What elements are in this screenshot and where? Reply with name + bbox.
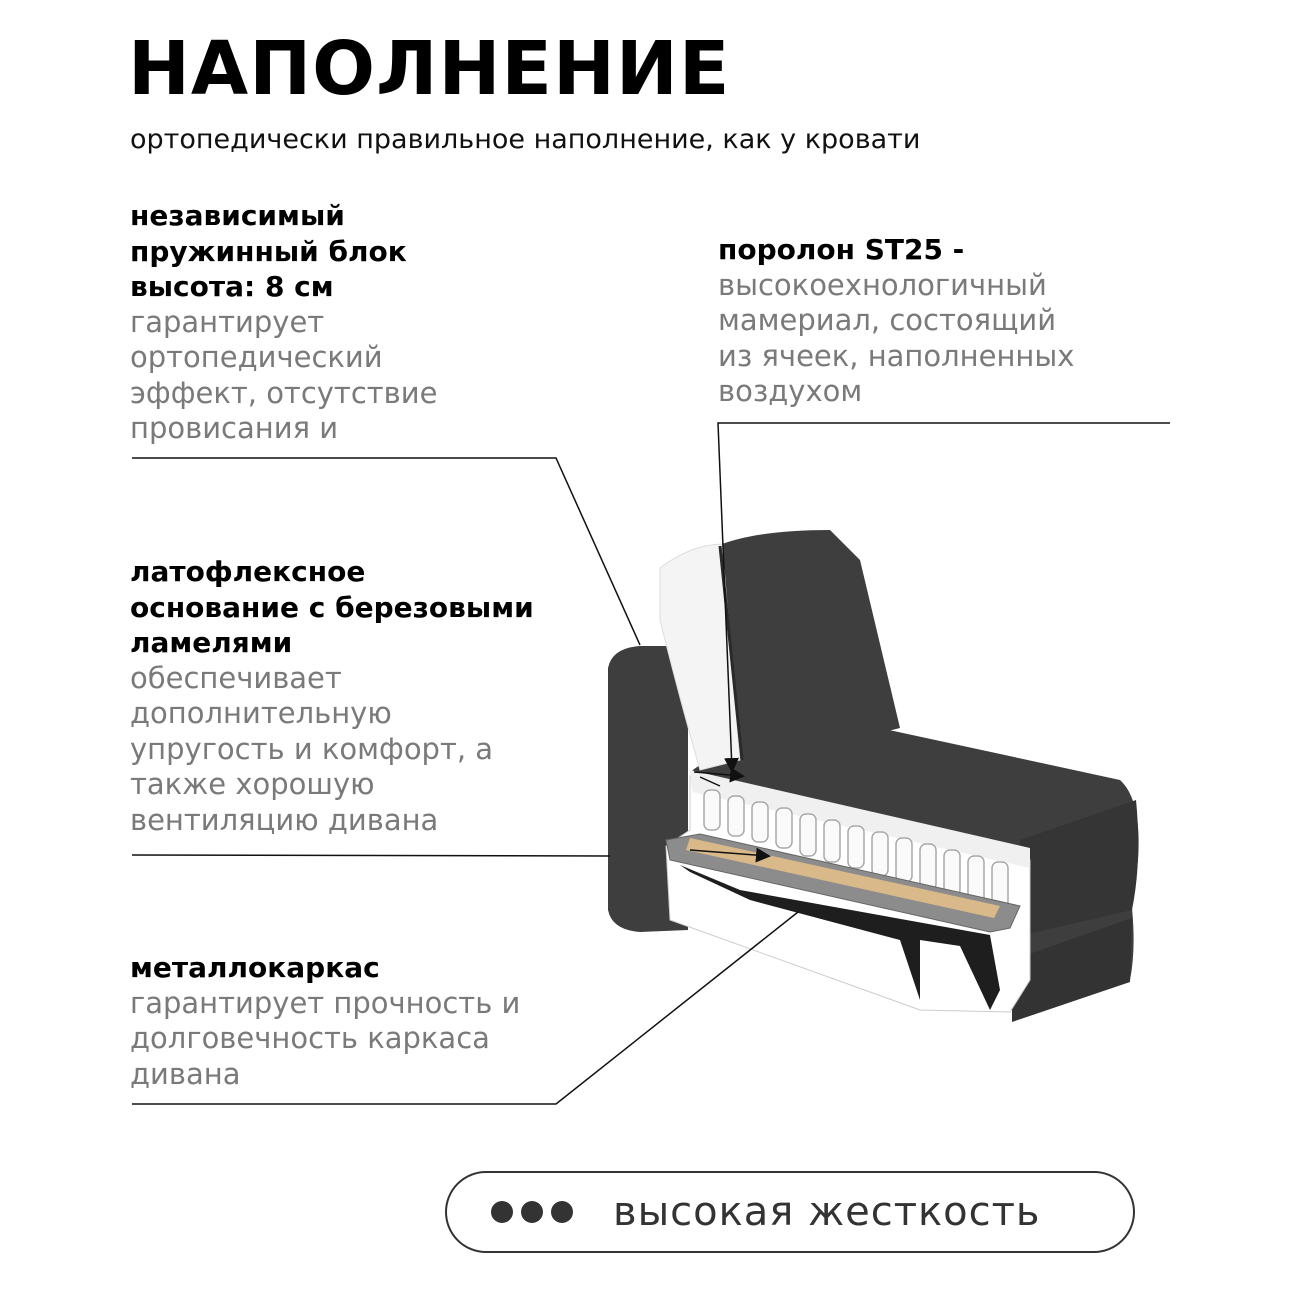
firmness-dot-filled (521, 1201, 543, 1223)
foam-desc-line: высокоехнологичный (718, 267, 1047, 302)
foam-heading-line: поролон ST25 - (718, 233, 965, 266)
latoflex-desc-line: дополнительную (130, 696, 392, 730)
latoflex-heading-line: латофлексное (130, 555, 366, 588)
spring-desc-line: гарантирует (130, 304, 325, 339)
spring-desc-line: эффект, отсутствие (130, 375, 438, 410)
foam-desc-line: воздухом (718, 374, 863, 408)
spring-desc-line: ортопедический (130, 340, 383, 374)
firmness-label: высокая жесткость (613, 1189, 1041, 1235)
latoflex-desc-line: обеспечивает (130, 660, 342, 695)
callout-line-metal (132, 912, 798, 1104)
latoflex-desc-line: упругость и комфорт, а (130, 731, 494, 766)
spring-heading-line: высота: 8 см (130, 270, 334, 303)
page-subtitle: ортопедически правильное наполнение, как у кровати (130, 124, 921, 155)
metal-desc-line: гарантирует прочность и (130, 985, 521, 1020)
latoflex-desc-line: вентиляцию дивана (130, 802, 439, 837)
latoflex-desc-line: также хорошую (130, 767, 375, 801)
firmness-dot-filled (491, 1201, 513, 1223)
firmness-dot-filled (551, 1201, 573, 1223)
firmness-dots (491, 1201, 581, 1223)
callout-line-latoflex (132, 855, 610, 856)
metal-desc-line: дивана (130, 1056, 241, 1091)
foam-desc-line: из ячеек, наполненных (718, 338, 1075, 373)
latoflex-heading-line: ламелями (130, 626, 293, 659)
page-title: НАПОЛНЕНИЕ (128, 26, 731, 112)
spring-heading-line: пружинный блок (130, 234, 407, 268)
latoflex-heading-line: основание с березовыми (130, 590, 534, 624)
spring-desc-line: провисания и (130, 411, 339, 445)
metal-heading-line: металлокаркас (130, 951, 380, 984)
foam-desc-line: мамериал, состоящий (718, 303, 1057, 337)
callout-line-springs (132, 458, 640, 645)
backrest-upholstery (722, 530, 900, 760)
metal-desc-line: долговечность каркаса (130, 1021, 490, 1055)
firmness-rating-badge (445, 1171, 1135, 1253)
spring-heading-line: независимый (130, 199, 345, 232)
